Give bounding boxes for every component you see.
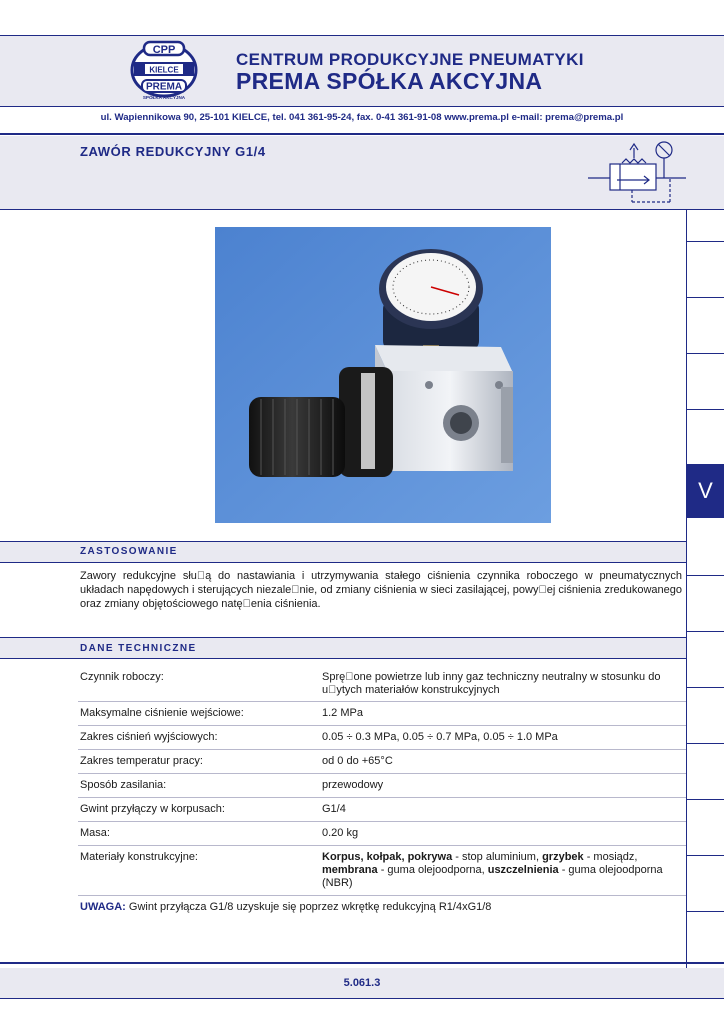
spec-value: Sprę one powietrze lub inny gaz techniczny neutralny w stosunku do u ytych materiałów konstrukcyjnych: [322, 671, 661, 696]
material-part: grzybek: [542, 851, 584, 863]
application-text: Zawory redukcyjne słu ą do nastawiania i utrzymywania stałego ciśnienia czynnika roboczego w pneumatycznych układach napędowych i sterujących niezale nie, od zmiany ciśnienia w sieci zasilającej, powy ej ciśnienia zredukowanego oraz zmiany objętościowego natę enia ciśnienia.: [80, 570, 682, 610]
prema-logo: [128, 40, 200, 102]
material-part: membrana: [322, 864, 378, 876]
tab-divider: [686, 743, 724, 744]
tab-divider: [686, 297, 724, 298]
row-divider: [78, 821, 686, 822]
spec-label: Sposób zasilania:: [80, 779, 167, 791]
row-divider: [78, 845, 686, 846]
tab-divider: [686, 631, 724, 632]
spec-value: od 0 do +65°C: [322, 755, 393, 767]
tab-divider: [686, 799, 724, 800]
spec-label: Gwint przyłączy w korpusach:: [80, 803, 225, 815]
row-divider: [78, 797, 686, 798]
section-rule: [0, 658, 686, 659]
footer-rule-top: [0, 962, 724, 964]
row-divider: [78, 895, 686, 896]
spec-value: G1/4: [322, 803, 346, 815]
material-part: Korpus, kołpak, pokrywa: [322, 851, 453, 863]
spec-value: 1.2 MPa: [322, 707, 363, 719]
logo-middle-text: KIELCE: [149, 65, 179, 75]
row-divider: [78, 701, 686, 702]
pressure-regulator-symbol-icon: [586, 138, 690, 206]
logo-top-text: CPP: [152, 44, 176, 56]
spec-value: przewodowy: [322, 779, 384, 791]
title-rule-bottom: [0, 209, 724, 210]
note: [80, 901, 491, 913]
logo-bottom-text: PREMA: [145, 81, 183, 93]
section-rule: [0, 562, 686, 563]
tab-divider: [686, 575, 724, 576]
spec-label: Materiały konstrukcyjne:: [80, 851, 198, 863]
application-heading: ZASTOSOWANIE: [80, 546, 178, 557]
page-number: 5.061.3: [343, 977, 381, 989]
material-desc: - guma olejoodporna (NBR): [322, 864, 663, 889]
tab-divider: [686, 353, 724, 354]
product-photo: [215, 227, 551, 523]
note-text: Gwint przyłącza G1/8 uzyskuje się poprzez wkrętkę redukcyjną R1/4xG1/8: [125, 901, 492, 913]
row-divider: [78, 749, 686, 750]
material-desc: - guma olejoodporna,: [377, 864, 488, 876]
tab-divider: [686, 911, 724, 912]
material-desc: - mosiądz,: [583, 851, 638, 863]
company-name-line1: CENTRUM PRODUKCYJNE PNEUMATYKI: [236, 50, 584, 69]
spec-label: Masa:: [80, 827, 110, 839]
tab-divider: [686, 241, 724, 242]
header-rule: [0, 106, 724, 107]
technical-heading: DANE TECHNICZNE: [80, 643, 197, 654]
material-part: uszczelnienia: [487, 864, 559, 876]
section-tab-v[interactable]: V: [687, 464, 724, 518]
note-label: UWAGA:: [80, 901, 126, 913]
material-desc: - stop aluminium,: [452, 851, 543, 863]
spec-label: Zakres temperatur pracy:: [80, 755, 203, 767]
spec-label: Czynnik roboczy:: [80, 671, 164, 683]
tab-divider: [686, 687, 724, 688]
page-title: ZAWÓR REDUKCYJNY G1/4: [80, 144, 266, 159]
spec-value-materials: [322, 851, 684, 890]
spec-label: Zakres ciśnień wyjściowych:: [80, 731, 218, 743]
title-rule-top: [0, 133, 724, 135]
company-address: ul. Wapiennikowa 90, 25-101 KIELCE, tel. 041 361-95-24, fax. 0-41 361-91-08 www.prema.pl e-mail: prema@prema.pl: [100, 112, 624, 123]
spec-value: 0.20 kg: [322, 827, 359, 839]
logo-ring-text: SPÓŁKA AKCYJNA: [142, 95, 186, 100]
row-divider: [78, 773, 686, 774]
tab-divider: [686, 855, 724, 856]
company-name-line2: PREMA SPÓŁKA AKCYJNA: [236, 68, 543, 94]
spec-value: 0.05 ÷ 0.3 MPa, 0.05 ÷ 0.7 MPa, 0.05 ÷ 1.0 MPa: [322, 731, 558, 743]
tab-divider: [686, 409, 724, 410]
row-divider: [78, 725, 686, 726]
spec-label: Maksymalne ciśnienie wejściowe:: [80, 707, 244, 719]
footer-rule-bottom: [0, 998, 724, 999]
